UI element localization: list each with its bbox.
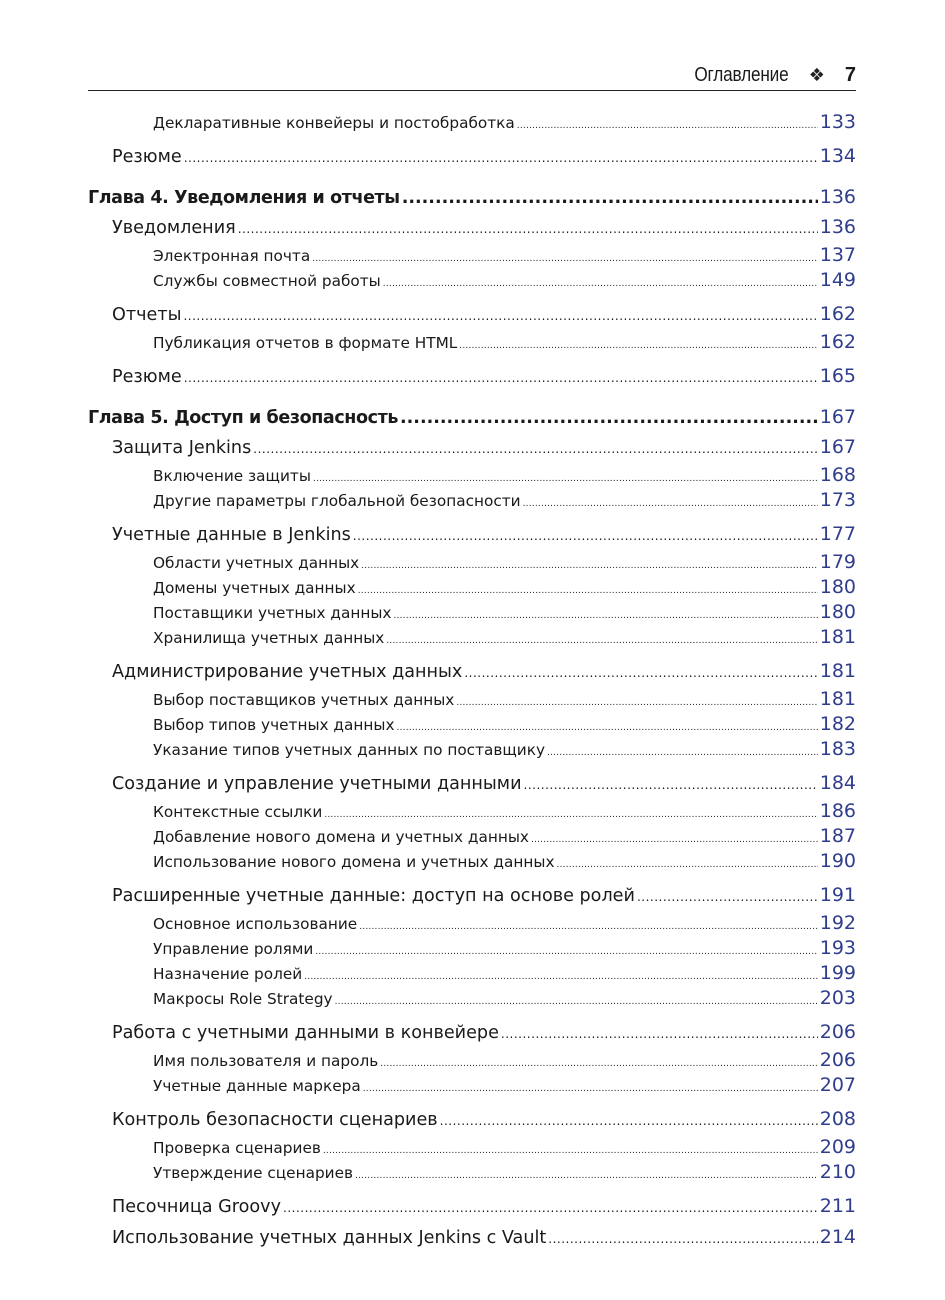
toc-entry-title: Глава 5. Доступ и безопасность (88, 408, 398, 428)
dot-leader (548, 1224, 817, 1255)
toc-section[interactable] (88, 1104, 856, 1135)
toc-entry-title: Макросы Role Strategy (153, 990, 333, 1008)
toc-entry-title: Использование нового домена и учетных данных (153, 853, 555, 871)
toc-entry-page: 214 (819, 1226, 856, 1248)
dot-leader (238, 214, 818, 245)
toc-entry-title: Электронная почта (153, 247, 311, 265)
dot-leader (183, 301, 817, 332)
toc-entry-page: 210 (819, 1161, 856, 1183)
toc-entry-title: Основное использование (153, 915, 358, 933)
ornament-icon: ❖ (808, 64, 825, 86)
dot-leader (456, 691, 817, 716)
toc-entry-title: Другие параметры глобальной безопасности (153, 492, 521, 510)
toc-entry-page: 191 (819, 884, 856, 906)
toc-entry-title: Использование учетных данных Jenkins с Vault (112, 1228, 547, 1248)
dot-leader (400, 403, 818, 433)
toc-entry-page: 173 (819, 489, 856, 511)
toc-chapter[interactable] (88, 182, 856, 212)
toc-entry-title: Контекстные ссылки (153, 803, 323, 821)
dot-leader (353, 521, 818, 552)
toc-entry-page: 190 (819, 850, 856, 872)
toc-entry-page: 180 (819, 601, 856, 623)
dot-leader (359, 915, 818, 940)
toc-entry-page: 206 (819, 1021, 856, 1043)
toc-entry-page: 137 (819, 244, 856, 266)
toc-subsection[interactable] (88, 911, 856, 936)
toc-subsection[interactable] (88, 687, 856, 712)
header-right (679, 64, 856, 87)
dot-leader (283, 1193, 818, 1224)
toc-subsection[interactable] (88, 1160, 856, 1185)
toc-subsection[interactable] (88, 712, 856, 737)
toc-entry-title: Добавление нового домена и учетных данных (153, 828, 529, 846)
dot-leader (383, 272, 818, 297)
toc-subsection[interactable] (88, 986, 856, 1011)
dot-leader (361, 554, 817, 579)
dot-leader (517, 114, 818, 139)
toc-entry-title: Выбор поставщиков учетных данных (153, 691, 455, 709)
toc-entry-page: 167 (819, 436, 856, 458)
toc-section[interactable] (88, 880, 856, 911)
toc-entry-page: 209 (819, 1136, 856, 1158)
toc-entry-title: Службы совместной работы (153, 272, 381, 290)
toc-entry-page: 162 (819, 303, 856, 325)
toc-subsection[interactable] (88, 243, 856, 268)
dot-leader (393, 604, 817, 629)
dot-leader (304, 965, 817, 990)
toc-entry-title: Уведомления (112, 218, 236, 238)
toc-entry-page: 133 (819, 111, 856, 133)
toc-entry-page: 184 (819, 772, 856, 794)
dot-leader (464, 658, 817, 689)
toc-entry-title: Управление ролями (153, 940, 314, 958)
toc-subsection[interactable] (88, 799, 856, 824)
toc-entry-page: 162 (819, 331, 856, 353)
toc-entry-page: 211 (819, 1195, 856, 1217)
dot-leader (402, 183, 818, 213)
table-of-contents (88, 110, 856, 1253)
toc-section[interactable] (88, 299, 856, 330)
dot-leader (312, 247, 818, 272)
toc-entry-page: 181 (819, 660, 856, 682)
toc-entry-title: Расширенные учетные данные: доступ на основе ролей (112, 886, 635, 906)
toc-entry-title: Указание типов учетных данных по поставщику (153, 741, 546, 759)
toc-subsection[interactable] (88, 330, 856, 355)
toc-section[interactable] (88, 212, 856, 243)
toc-subsection[interactable] (88, 110, 856, 135)
toc-entry-title: Учетные данные в Jenkins (112, 525, 351, 545)
dot-leader (253, 434, 817, 465)
dot-leader (363, 1077, 818, 1102)
toc-subsection[interactable] (88, 936, 856, 961)
toc-section[interactable] (88, 519, 856, 550)
toc-entry-title: Контроль безопасности сценариев (112, 1110, 438, 1130)
page-number: 7 (844, 64, 856, 86)
toc-entry-title: Выбор типов учетных данных (153, 716, 395, 734)
dot-leader (184, 363, 818, 394)
toc-entry-title: Имя пользователя и пароль (153, 1052, 379, 1070)
toc-entry-page: 206 (819, 1049, 856, 1071)
toc-entry-title: Администрирование учетных данных (112, 662, 463, 682)
dot-leader (637, 882, 818, 913)
toc-subsection[interactable] (88, 1048, 856, 1073)
toc-entry-page: 208 (819, 1108, 856, 1130)
toc-entry-title: Хранилища учетных данных (153, 629, 385, 647)
toc-entry-page: 183 (819, 738, 856, 760)
toc-entry-title: Отчеты (112, 305, 182, 325)
toc-section[interactable] (88, 361, 856, 392)
toc-section[interactable] (88, 656, 856, 687)
toc-subsection[interactable] (88, 625, 856, 650)
toc-entry-title: Работа с учетными данными в конвейере (112, 1023, 499, 1043)
dot-leader (184, 143, 818, 174)
dot-leader (557, 853, 818, 878)
toc-entry-title: Публикация отчетов в формате HTML (153, 334, 458, 352)
toc-entry-title: Песочница Groovy (112, 1197, 282, 1217)
dot-leader (397, 716, 818, 741)
dot-leader (335, 990, 818, 1015)
toc-entry-title: Резюме (112, 147, 182, 167)
toc-entry-page: 181 (819, 688, 856, 710)
toc-subsection[interactable] (88, 268, 856, 293)
toc-entry-page: 187 (819, 825, 856, 847)
toc-entry-page: 149 (819, 269, 856, 291)
toc-entry-title: Глава 4. Уведомления и отчеты (88, 188, 400, 208)
toc-entry-title: Области учетных данных (153, 554, 360, 572)
toc-entry-page: 186 (819, 800, 856, 822)
toc-entry-page: 168 (819, 464, 856, 486)
toc-subsection[interactable] (88, 849, 856, 874)
dot-leader (459, 334, 817, 359)
dot-leader (380, 1052, 817, 1077)
toc-entry-title: Поставщики учетных данных (153, 604, 392, 622)
toc-entry-page: 136 (819, 216, 856, 238)
toc-chapter[interactable] (88, 402, 856, 432)
toc-subsection[interactable] (88, 550, 856, 575)
dot-leader (531, 828, 818, 853)
toc-entry-title: Назначение ролей (153, 965, 303, 983)
toc-section[interactable] (88, 432, 856, 463)
dot-leader (313, 467, 818, 492)
toc-subsection[interactable] (88, 600, 856, 625)
toc-entry-page: 179 (819, 551, 856, 573)
toc-entry-title: Резюме (112, 367, 182, 387)
toc-entry-page: 134 (819, 145, 856, 167)
dot-leader (440, 1106, 818, 1137)
dot-leader (355, 1164, 818, 1189)
toc-entry-page: 165 (819, 365, 856, 387)
toc-entry-page: 167 (819, 406, 856, 428)
toc-entry-title: Создание и управление учетными данными (112, 774, 522, 794)
running-title: Оглавление (694, 64, 789, 86)
toc-entry-page: 181 (819, 626, 856, 648)
dot-leader (386, 629, 817, 654)
toc-subsection[interactable] (88, 1135, 856, 1160)
toc-entry-page: 182 (819, 713, 856, 735)
toc-subsection[interactable] (88, 1073, 856, 1098)
toc-entry-title: Домены учетных данных (153, 579, 356, 597)
toc-subsection[interactable] (88, 575, 856, 600)
toc-entry-page: 177 (819, 523, 856, 545)
toc-entry-title: Утверждение сценариев (153, 1164, 354, 1182)
toc-entry-page: 180 (819, 576, 856, 598)
page-header (88, 60, 856, 91)
dot-leader (523, 492, 818, 517)
dot-leader (315, 940, 817, 965)
toc-entry-page: 193 (819, 937, 856, 959)
toc-section[interactable] (88, 1017, 856, 1048)
dot-leader (323, 1139, 818, 1164)
dot-leader (358, 579, 818, 604)
toc-subsection[interactable] (88, 961, 856, 986)
toc-entry-title: Проверка сценариев (153, 1139, 321, 1157)
dot-leader (324, 803, 817, 828)
toc-entry-page: 207 (819, 1074, 856, 1096)
toc-entry-page: 203 (819, 987, 856, 1009)
toc-subsection[interactable] (88, 463, 856, 488)
toc-section[interactable] (88, 1191, 856, 1222)
dot-leader (524, 770, 818, 801)
toc-entry-title: Учетные данные маркера (153, 1077, 361, 1095)
toc-entry-page: 136 (819, 186, 856, 208)
toc-section[interactable] (88, 1222, 856, 1253)
toc-entry-title: Включение защиты (153, 467, 311, 485)
dot-leader (501, 1019, 818, 1050)
toc-entry-title: Декларативные конвейеры и постобработка (153, 114, 515, 132)
dot-leader (547, 741, 818, 766)
toc-entry-title: Защита Jenkins (112, 438, 252, 458)
toc-entry-page: 199 (819, 962, 856, 984)
toc-entry-page: 192 (819, 912, 856, 934)
toc-section[interactable] (88, 141, 856, 172)
toc-section[interactable] (88, 768, 856, 799)
